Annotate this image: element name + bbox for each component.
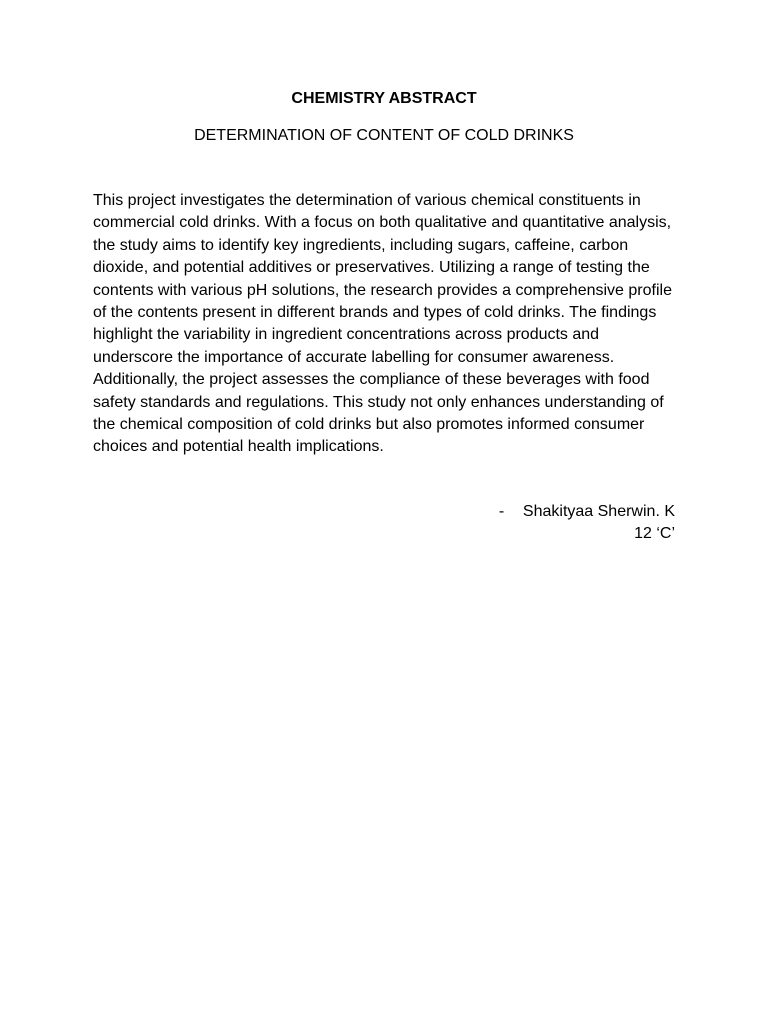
signature-name-line — [499, 501, 675, 523]
abstract-paragraph: This project investigates the determination of various chemical constituents in commercial cold drinks. With a focus on both qualitative and quantitative analysis, the study aims to identify key ingredients, including sugars, caffeine, carbon dioxide, and potential additives or preservatives. Utilizing a range of testing the contents with various pH solutions, the research provides a comprehensive profile of the contents present in different brands and types of cold drinks. The findings highlight the variability in ingredient concentrations across products and underscore the importance of accurate labelling for consumer awareness. Additionally, the project assesses the compliance of these beverages with food safety standards and regulations. This study not only enhances understanding of the chemical composition of cold drinks but also promotes informed consumer choices and potential health implications. — [93, 192, 672, 456]
document-title: CHEMISTRY ABSTRACT — [291, 90, 477, 107]
signature-block — [499, 501, 675, 546]
author-name: Shakityaa Sherwin. K — [522, 503, 675, 520]
document-subtitle: DETERMINATION OF CONTENT OF COLD DRINKS — [194, 127, 574, 144]
author-class: 12 ‘C’ — [634, 525, 675, 543]
signature-dash: - — [498, 503, 505, 520]
